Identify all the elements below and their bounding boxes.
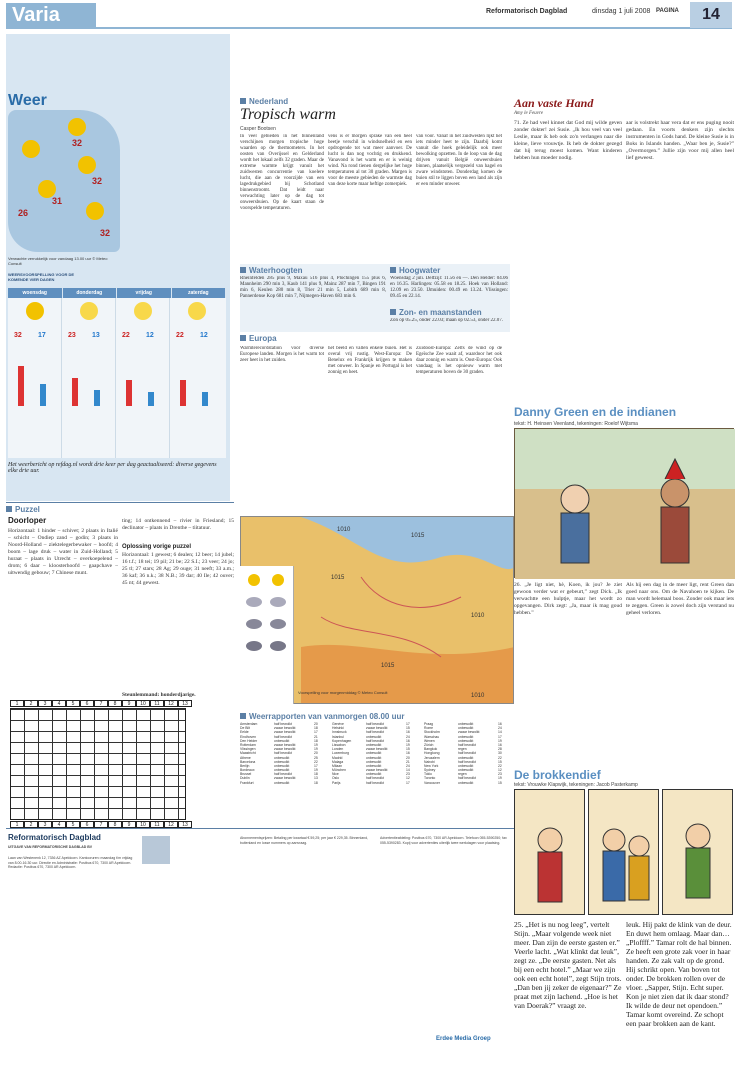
temperature: 15 <box>406 747 410 752</box>
temperature: 16 <box>406 730 410 735</box>
header-divider <box>6 27 732 29</box>
temperature: 21 <box>314 734 318 739</box>
temperature: 15 <box>406 726 410 731</box>
cloud-sun-icon <box>134 302 152 320</box>
forecast-high: 22 <box>176 332 184 339</box>
condition: onbewolkt <box>366 742 382 747</box>
city: Jeruzalem <box>424 755 440 760</box>
condition: onbewolkt <box>366 772 382 777</box>
condition: zwaar bewolkt <box>366 747 388 752</box>
forecast-high: 22 <box>122 332 130 339</box>
city: Stockholm <box>424 730 440 735</box>
grid-number: 12 <box>164 821 178 828</box>
temperature: 17 <box>314 763 318 768</box>
temp-bar <box>72 378 78 406</box>
map-temp: 32 <box>72 138 83 148</box>
map-legend-panel <box>240 566 294 704</box>
temperature: 19 <box>314 747 318 752</box>
temperature: 16 <box>498 722 502 726</box>
condition: onbewolkt <box>274 755 290 760</box>
temperature: 12 <box>406 776 410 781</box>
city: Athene <box>240 755 251 760</box>
temperature: 20 <box>314 722 318 726</box>
grid-number: 13 <box>178 821 192 828</box>
colofon-subtitle: UITGAVE VAN REFORMATORISCHE DAGBLAD BV <box>8 845 93 849</box>
city: Hongkong <box>424 751 440 756</box>
grid-number: 11 <box>150 700 164 707</box>
comic-credits: tekst: Vrouwke Klapwijk, tekeningen: Jacob Pasterkamp <box>514 782 638 788</box>
city: Vlissingen <box>240 747 256 752</box>
grid-number: 2 <box>24 700 38 707</box>
temperature: 17 <box>498 734 502 739</box>
temperature: 24 <box>406 734 410 739</box>
map-caption: Verwachte verrukkelijk voor vandaag 13.00 uur © Meteo Consult <box>8 256 108 266</box>
erdee-logo: Erdee Media Groep <box>436 1036 491 1042</box>
map-temp: 32 <box>100 228 111 238</box>
isobar-label: 1010 <box>337 527 351 533</box>
condition: onbewolkt <box>366 759 382 764</box>
weather-footer: Het weerbericht op refdag.nl wordt drie keer per dag geactualiseerd: diverse gegevens elke drie uur. <box>8 462 217 474</box>
forecast-high: 23 <box>68 332 76 339</box>
puzzle-answers: Horizontaal: 1 gewest; 6 dealen; 12 beer; 14 jubel; 16 t.f.; 18 tei; 19 pil; 21 be; 22 S.I.; 23 veer; 24 jo; 25 tl; 27 stars; 28 Ag; 29 ouge; 31 neeft; 33 a.m.; 36 kaf; 36 n.k.; 38 N.B.; 39 dar; 40 Ile; 42 ouver; 45 nt; 44 gewest. <box>122 552 234 586</box>
temperature: 14 <box>406 768 410 773</box>
condition: onbewolkt <box>274 763 290 768</box>
temperature: 17 <box>406 780 410 785</box>
forecast-low: 17 <box>38 332 46 339</box>
forecast-high: 32 <box>14 332 22 339</box>
weather-map <box>8 110 120 252</box>
puzzle-clues: ting; 14 ontkennend – rivier in Friesland; 15 declinator – plaats in Drenthe – tiitatuur. <box>122 518 234 531</box>
condition: half bewolkt <box>366 722 384 726</box>
comic-text: leuk. Hij pakt de klink van de deur. En duwt hem omlaag. Maar dan… „Ploffff.” Tamar rolt de hal binnen. Ze heeft een grote zak voer in haar handen. Ze zak valt op de grond. Hij schrikt open. Van boven tot onder. De brokken rollen over de vloer. „Sapper, Stijn. Echt super. Kon je niet zien dat ik daar stond? Ik wilde de deur net opendoen.” Tamar komt overeind. Ze schopt een paar brokken aan de kant. <box>626 920 732 1028</box>
condition: onbewolkt <box>458 780 474 785</box>
sun-icon <box>26 302 44 320</box>
forecast-day: zaterdag <box>172 288 227 298</box>
temperature: 21 <box>406 759 410 764</box>
grid-number: 11 <box>150 821 164 828</box>
nederland-header <box>240 97 288 106</box>
feuilleton-column: aar is volstrekt haar vera dat er ens puging nooit gedaan. En voorts denkers zijn slechts instrumenten in Gods hand. De kleine Susie is in Boks in Islands handen. „Waar ben je, Susie?” „Overmorgen.” Jullie zijn voor mij allen heel lief geweest. <box>626 120 734 161</box>
condition: zwaar bewolkt <box>274 747 296 752</box>
city: Malaga <box>332 759 344 764</box>
zon-label: Zon- en maanstanden <box>399 308 482 317</box>
city: Toronto <box>424 776 436 781</box>
colofon-text: Laan van Westenenk 12, 7336 AZ Apeldoorn. Kantooruren: maandag t/m vrijdag van 8.00-16.30 uur. Directie en Administratie: Postbus 670, 7300 AR Apeldoorn. Redactie: Postbus 670, 7300 AR Apeldoorn. <box>8 856 133 869</box>
europa-column: het beeld en vallen enkele buien. Het is overal vrij rustig. West-Europa: De Benelux en Frankrijk krijgen te maken met onweer. In Spanje en Portugal is het zonnig en heet. <box>328 346 412 375</box>
grid-number: 8 <box>108 700 122 707</box>
temp-bar <box>18 366 24 406</box>
temp-bar <box>202 392 208 406</box>
sun-icon <box>22 140 40 158</box>
condition: half bewolkt <box>274 772 292 777</box>
city: München <box>332 768 346 773</box>
temperature: 14 <box>498 730 502 735</box>
comic-credits: tekst: H. Heinsen Veenland, tekeningen: Roelof Wijtsma <box>514 421 638 427</box>
isobar-label: 1010 <box>471 693 485 699</box>
condition: onbewolkt <box>458 738 474 743</box>
temperature: 18 <box>314 780 318 785</box>
zon-header <box>390 308 482 317</box>
temperature: 15 <box>498 759 502 764</box>
grid-number: 8 <box>108 821 122 828</box>
condition: half bewolkt <box>458 751 476 756</box>
city: Praag <box>424 722 434 726</box>
puzzel-divider <box>6 502 234 503</box>
city: Dublin <box>240 776 250 781</box>
grid-number: 7 <box>94 700 108 707</box>
condition: half bewolkt <box>458 759 476 764</box>
logo-box <box>142 836 170 864</box>
temperature: 28 <box>498 747 502 752</box>
comic-text: 26. „Je ligt niet, hè, Koen, ik jou? Je ziet gewoon verder wat er gebeurt,” zegt Dick. „Ik verwachtte een hulptje, maar het wordt zo opgevangen. Dirk zegt: „Ja, maar ik mag goud hebben.” <box>514 582 622 616</box>
temperature: 24 <box>406 763 410 768</box>
observations-column <box>424 722 514 785</box>
temperature: 22 <box>498 755 502 760</box>
temperature: 20 <box>314 751 318 756</box>
forecast-day: vrijdag <box>117 288 172 298</box>
sun-icon <box>86 202 104 220</box>
grid-number: 3 <box>38 700 52 707</box>
city: Warschau <box>424 734 440 739</box>
grid-number: 2 <box>24 821 38 828</box>
forecast-column <box>170 298 224 458</box>
condition: half bewolkt <box>274 751 292 756</box>
section-title: Varia <box>6 3 96 27</box>
temperature: 16 <box>498 742 502 747</box>
temperature: 23 <box>406 772 410 777</box>
city: Madrid <box>332 755 343 760</box>
condition: half bewolkt <box>274 722 292 726</box>
puzzel-label: Puzzel <box>15 505 40 514</box>
condition: onbewolkt <box>366 751 382 756</box>
city: De Bilt <box>240 726 250 731</box>
puzzle-title: Doorloper <box>8 516 47 525</box>
temperature: 19 <box>314 742 318 747</box>
hoogwater-label: Hoogwater <box>399 266 441 275</box>
condition: onbewolkt <box>366 763 382 768</box>
city: Parijs <box>332 780 341 785</box>
city: Lissabon <box>332 742 346 747</box>
condition: onbewolkt <box>458 763 474 768</box>
grid-number: 5 <box>66 821 80 828</box>
city: Barcelona <box>240 759 256 764</box>
byline: Casper Bootsen <box>240 126 276 132</box>
observation-row <box>424 781 514 785</box>
forecast-low: 12 <box>200 332 208 339</box>
city: Maastricht <box>240 751 256 756</box>
hoogwater-header <box>390 266 440 275</box>
temperature: 18 <box>314 772 318 777</box>
temperature: 19 <box>314 768 318 773</box>
grid-number: 4 <box>52 700 66 707</box>
grid-number: 4 <box>52 821 66 828</box>
city: Bangkok <box>424 747 438 752</box>
comic-title: Danny Green en de indianen <box>514 405 677 419</box>
forecast-title: WEERSVOORSPELLING VOOR DE KOMENDE VIER DAGEN <box>8 272 75 282</box>
feuilleton-column: 71. Ze had veel kinnet dat God mij wilde geven zonder dokter! zei Susie. „Ik hou veel van veel Leslie, maar ik heb ook zo'n verlangen naar die kleine, lieve vrouwtje. Ik heb de dokter gezegd dat hij terug moest komen. Want kinderen hebben hun moeder nodig. <box>514 120 622 161</box>
temperature: 15 <box>498 780 502 785</box>
condition: half bewolkt <box>458 776 476 781</box>
condition: zwaar bewolkt <box>274 726 296 731</box>
waterhoogten-text: Rheinfelden 285 plus 9, Maxau 516 plus 4, Plochingen 155 plus 6, Mannheim 290 min 3, Kaub 141 plus 9, Mainz 287 min 7, Bingen 191 min 6, Keulen 280 min 8, Trier 21 min 5, Lobith 689 min 8, Pannerdense Kop 681 min 7, Nijmegen-Haven 683 min 6. <box>240 276 386 299</box>
forecast-low: 12 <box>146 332 154 339</box>
grid-number: 5 <box>66 700 80 707</box>
isobar-label: 1010 <box>471 613 485 619</box>
forecast-day: woensdag <box>8 288 63 298</box>
observations-label: Weerrapporten van vanmorgen 08.00 uur <box>249 712 405 721</box>
condition: zwaar bewolkt <box>458 730 480 735</box>
city: Genève <box>332 722 344 726</box>
condition: onbewolkt <box>458 734 474 739</box>
grid-number: 9 <box>122 700 136 707</box>
comic-illustration <box>515 429 735 579</box>
grid-number: 1 <box>10 821 24 828</box>
temp-bar <box>40 384 46 406</box>
condition: onbewolkt <box>366 755 382 760</box>
comic-panel <box>514 428 734 578</box>
feuilleton-title: Aan vaste Hand <box>514 96 594 110</box>
city: Amsterdam <box>240 722 258 726</box>
grid-number: 6 <box>80 821 94 828</box>
temperature: 19 <box>406 742 410 747</box>
forecast-low: 13 <box>92 332 100 339</box>
answers-title: Oplossing vorige puzzel <box>122 544 192 550</box>
forecast-column <box>8 298 62 458</box>
grid-number: 3 <box>38 821 52 828</box>
city: Eelde <box>240 730 249 735</box>
condition: onbewolkt <box>458 722 474 726</box>
waterhoogten-header <box>240 266 302 275</box>
condition: onbewolkt <box>274 759 290 764</box>
europa-label: Europa <box>249 334 277 343</box>
europa-column: Warmterecordstation voor diverse Europese landen. Morgen is het warm tot zeer heet in het zuiden. <box>240 346 324 363</box>
observations-column <box>240 722 330 785</box>
condition: onbewolkt <box>458 768 474 773</box>
europa-header <box>240 334 277 343</box>
puzzle-answers-note: Steunlemmand: honderdjarige. <box>122 692 196 698</box>
grid-number: 13 <box>178 700 192 707</box>
condition: zwaar bewolkt <box>274 776 296 781</box>
temperature: 19 <box>498 776 502 781</box>
condition: regen <box>458 747 467 752</box>
forecast-column <box>62 298 116 458</box>
puzzle-clues: Horizontaal: 1 hinder – schivet; 2 plaats in Italië – schicht – Ondiep zand – godin; 3 plaats in Noord-Holland – ziektelegerbewaker – hoofd; 4 boom – lage druk – water in Zuid-Holland; 5 huraat – plaats in Utrecht – overkoepelend – drom; 6 daar – kloosterhoofd – gaapchave – uitwendig gebouw; 7 Chinese munt. <box>8 528 118 576</box>
paper-name: Reformatorisch Dagblad <box>486 8 568 15</box>
city: Berlijn <box>240 763 250 768</box>
puzzel-header <box>6 505 234 514</box>
article-column: In veel gebieden in het binnenland verschijnen morgen tropische hoge waarden op de thermometers. In het oosten van Overijssel en Gelderland wordt het lokaal zelfs 32 graden. Maar de extreme warmte krijgt vanuit het zuidwesten concurrentie van koelere lucht, die aan de voorzijde van een lagedrukgebied bij Schotland binnenstroomt. Dat leidt naar verwachting later op de dag tot onweersbuien. Op de kaart staan de voorspelde temperaturen. <box>240 134 324 211</box>
temp-bar <box>94 390 100 406</box>
city: Nairobi <box>424 759 435 764</box>
condition: zwaar bewolkt <box>274 742 296 747</box>
comic-panel <box>514 789 585 915</box>
forecast-days <box>8 288 226 298</box>
nederland-label: Nederland <box>249 97 289 106</box>
city: Innsbruck <box>332 730 347 735</box>
temperature: 18 <box>314 738 318 743</box>
article-title: Tropisch warm <box>240 106 336 123</box>
city: Londen <box>332 747 344 752</box>
pagina-label: PAGINA <box>656 8 679 14</box>
condition: onbewolkt <box>274 738 290 743</box>
forecast-column <box>116 298 170 458</box>
forecast-day: donderdag <box>63 288 118 298</box>
forecast-area <box>8 298 226 458</box>
observation-row <box>240 781 330 785</box>
grid-bottom-numbers <box>10 821 192 828</box>
condition: onbewolkt <box>274 780 290 785</box>
observations-header <box>240 712 404 721</box>
temperature: 19 <box>498 738 502 743</box>
isobar-label: 1015 <box>411 533 425 539</box>
feuilleton-author: Amy le Feuvre <box>514 111 543 116</box>
comic-title: De brokkendief <box>514 768 601 782</box>
page-number: 14 <box>690 2 732 28</box>
colofon-divider <box>6 828 514 829</box>
city: Bordeaux <box>240 768 255 773</box>
grid-number: 10 <box>136 700 150 707</box>
issue-date: dinsdag 1 juli 2008 <box>592 8 651 15</box>
condition: half bewolkt <box>366 780 384 785</box>
city: Sydney <box>424 768 436 773</box>
temp-bar <box>126 380 132 406</box>
europa-column: Zuidoost-Europa: Zelfs de wind op de Egeïsche Zee waait af, waardoor het ook daar zonnig en warm is. Oost-Europa: Ook vandaag is het opnieuw warm met temperaturen boven de 30 graden. <box>416 346 502 375</box>
grid-number: 12 <box>164 700 178 707</box>
cloud-sun-icon <box>188 302 206 320</box>
temperature: 30 <box>498 751 502 756</box>
city: Tokio <box>424 772 432 777</box>
temperature: 13 <box>314 776 318 781</box>
city: Oslo <box>332 776 339 781</box>
map-caption: Voorspelling voor morgenmiddag © Meteo Consult <box>298 690 388 695</box>
temperature: 18 <box>314 726 318 731</box>
temperature: 17 <box>314 730 318 735</box>
city: Rome <box>424 726 434 731</box>
condition: zwaar bewolkt <box>366 768 388 773</box>
map-temp: 31 <box>52 196 63 206</box>
map-temp: 26 <box>18 208 29 218</box>
weather-title: Weer <box>8 92 47 109</box>
temperature: 17 <box>406 722 410 726</box>
colofon-brand: Reformatorisch Dagblad <box>8 833 101 842</box>
observation-row <box>332 781 422 785</box>
city: Brussel <box>240 772 252 777</box>
temperature: 25 <box>314 755 318 760</box>
comic-panel <box>588 789 659 915</box>
city: Wenen <box>424 738 435 743</box>
zon-text: Zon op 05.25, onder 22.03; maan op 02.53, onder 22.07. <box>390 318 504 323</box>
city: Milaan <box>332 763 342 768</box>
condition: half bewolkt <box>366 738 384 743</box>
sun-icon <box>78 156 96 174</box>
city: Eindhoven <box>240 734 257 739</box>
isobar-label: 1015 <box>331 575 345 581</box>
condition: onbewolkt <box>366 734 382 739</box>
sun-icon <box>68 118 86 136</box>
condition: onbewolkt <box>274 768 290 773</box>
comic-text: Als hij een dag in de meer ligt, rent Green dan goed naar ons. Om de Navahoen te kijken. De man wordt helemaal boos. Zonder ook maar iets te zeggen. Green is zowel doch zijn verstand nu geheel verloren. <box>626 582 734 616</box>
grid-top-numbers <box>10 700 192 707</box>
condition: zwaar bewolkt <box>366 726 388 731</box>
grid-number: 9 <box>122 821 136 828</box>
condition: half bewolkt <box>366 730 384 735</box>
city: Frankfurt <box>240 780 254 785</box>
temp-bar <box>180 380 186 406</box>
condition: zwaar bewolkt <box>274 730 296 735</box>
grid-number: 7 <box>94 821 108 828</box>
temperature: 20 <box>406 755 410 760</box>
temperature: 22 <box>498 763 502 768</box>
city: Kopenhagen <box>332 738 352 743</box>
condition: half bewolkt <box>274 734 292 739</box>
condition: half bewolkt <box>366 776 384 781</box>
city: Helsinki <box>332 726 344 731</box>
colofon-text: Advertentieafdeling: Postbus 670, 7300 AR Apeldoorn. Telefoon 055-5390250; fax 055-5390283. Kopij voor advertenties uiterlijk twee werkdagen voor plaatsing. <box>380 836 507 845</box>
comic-strip <box>514 789 734 915</box>
temperature: 16 <box>406 751 410 756</box>
crossword-grid[interactable] <box>10 708 186 820</box>
city: New York <box>424 763 439 768</box>
temp-bar <box>148 392 154 406</box>
observations-column <box>332 722 422 785</box>
observations-table <box>240 722 514 820</box>
comic-panel <box>662 789 733 915</box>
temperature: 16 <box>406 738 410 743</box>
article-column: vens is er morgen sprake van een heel beetje verschil in windsnelheid en een opdrogende tot wat meer aanvoer. De lucht is dan nog vochtig en drukkend. Vanavond is het warm en er is weinig wind. Na rond tienen dergelijke het hoge temperaturen al tot 30 graden. Margen is voor de meeste gebieden de warmste dag van deze korte maar heftige zomerpiek. <box>328 134 412 187</box>
grid-number: 6 <box>80 700 94 707</box>
condition: regen <box>458 772 467 777</box>
temperature: 24 <box>498 726 502 731</box>
isobar-label: 1015 <box>381 663 395 669</box>
city: Nice <box>332 772 339 777</box>
grid-number: 1 <box>10 700 24 707</box>
legend-icons <box>240 566 294 704</box>
condition: half bewolkt <box>458 742 476 747</box>
comic-text: 25. „Het is nu nog leeg”, vertelt Stijn. „Maar volgende week niet meer. Dan zijn de eerste gasten er.” Veerle lacht. „Wat klinkt dat leuk”, zegt ze. „De eerste gasten. Net als bij een echt hotel.” „Maar we zijn ook een echt hotel”, zegt Stijn trots. „Dan ben jij zeker de eigenaar?” Ze praat met zijn lachend. „Hoe is het van Doerak?” vraagt ze. <box>514 920 622 1010</box>
city: Den Helder <box>240 738 258 743</box>
temperature: 23 <box>498 772 502 777</box>
condition: onbewolkt <box>458 755 474 760</box>
hoogwater-text: Woensdag 2 juli. Delfzijl: 11.56 en —. Den Helder: 04.06 en 16.35. Harlingen: 05.58 en 18.25. Hoek van Holland: 12.09 en 23.50. IJmuiden: 00.49 en 13.24. Vlissingen: 09.45 en 22.14. <box>390 276 508 299</box>
condition: onbewolkt <box>458 726 474 731</box>
map-temp: 32 <box>92 176 103 186</box>
grid-number: 10 <box>136 821 150 828</box>
city: Luxemburg <box>332 751 349 756</box>
temperature: 12 <box>498 768 502 773</box>
waterhoogten-label: Waterhoogten <box>249 266 303 275</box>
city: Vancouver <box>424 780 440 785</box>
colofon-text: Abonnementsprijzen: Betaling per kwartaal € 59,25; per jaar € 229,35. Binnenland, buitenland en losse nummers op aanvraag. <box>240 836 369 845</box>
city: Istanbul <box>332 734 344 739</box>
temperature: 22 <box>314 759 318 764</box>
city: Rotterdam <box>240 742 256 747</box>
cloud-sun-icon <box>80 302 98 320</box>
article-column: van voor. Vanaf in het zuidwesten lijkt het iets minder heet te zijn. Daarbij komt vanuit die hoek geleidelijk ook meer bewolking opzetten. In de loop van de dag drijven vanuit België onweersbuien binnen, plaatselijk vergezeld van hagel en zware windstoten. Donderdag komen de buien stil te liggen boven een land als zijn er een minder onweer. <box>416 134 502 187</box>
city: Zürich <box>424 742 434 747</box>
